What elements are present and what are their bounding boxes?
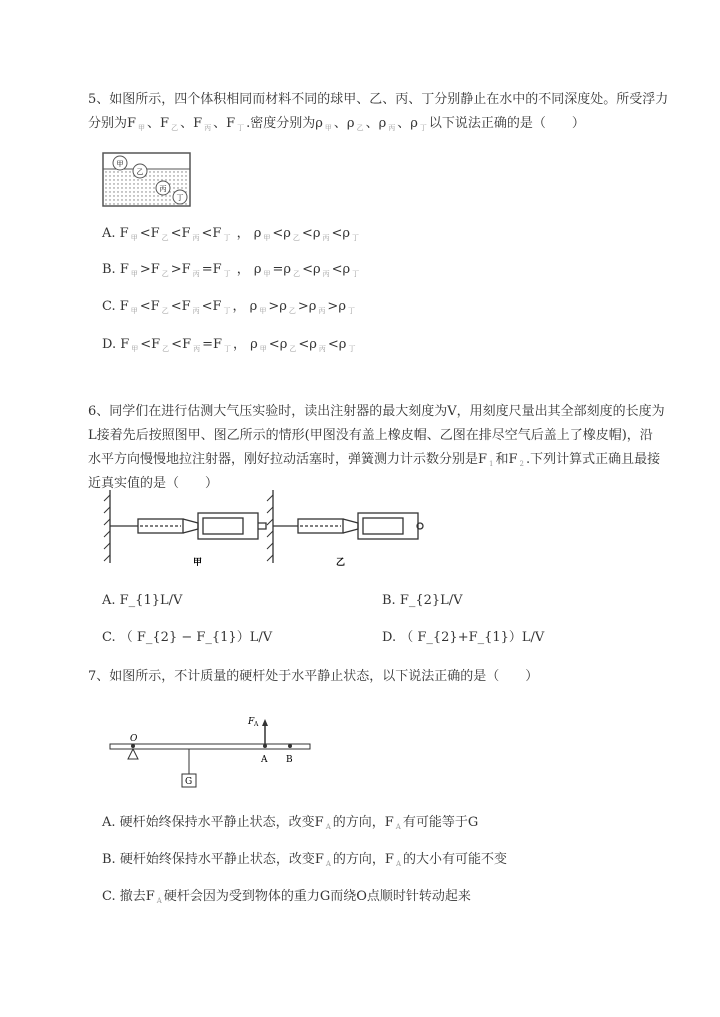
q7-option-b[interactable]: B. 硬杆始终保持水平静止状态，改变F $_A$ 的方向，F $_A$ 的大小有可能不变 <box>102 852 508 868</box>
q5-option-b[interactable]: B. F $_甲$ >F $_乙$ >F $_丙$ =F $_丁$ ， ρ $_甲$ =ρ $_乙$ <ρ $_丙$ <ρ $_丁$ <box>102 262 360 278</box>
ball-label: 丁 <box>176 194 184 202</box>
figure-label-jia: 甲 <box>193 558 203 568</box>
subscript: 甲 <box>263 270 271 278</box>
subscript: A <box>156 897 162 905</box>
q6-stem-line: L接着先后按照图甲、图乙所示的情形(甲图没有盖上橡皮帽、乙图在排尽空气后盖上了橡皮帽)，沿 <box>88 428 653 443</box>
subscript: 丁 <box>348 345 356 353</box>
subscript: 丁 <box>237 124 245 132</box>
q5-option-a[interactable]: A. F $_甲$ <F $_乙$ <F $_丙$ <F $_丁$ ， ρ $_甲$ <ρ $_乙$ <ρ $_丙$ <ρ $_丁$ <box>102 226 360 242</box>
q6-option-d[interactable]: D. （ F_{2}+F_{1}）L/V <box>382 630 545 645</box>
subscript: 丁 <box>347 307 355 315</box>
subscript: A <box>325 860 331 868</box>
subscript: 乙 <box>289 345 297 353</box>
subscript: A <box>395 860 401 868</box>
ball-label: 甲 <box>116 160 124 168</box>
label-fa: F <box>248 717 255 727</box>
subscript: 丙 <box>192 234 200 242</box>
subscript: 丙 <box>322 270 330 278</box>
subscript: 乙 <box>356 124 364 132</box>
label-o: O <box>130 734 138 744</box>
subscript: 丙 <box>204 124 212 132</box>
subscript: 丁 <box>223 270 231 278</box>
subscript: 丙 <box>192 270 200 278</box>
subscript: A <box>395 823 401 831</box>
q5-stem-line: 分别为F $_甲$ 、F $_乙$ 、F $_丙$ 、F $_丁$ .密度分别为ρ $_甲$ 、ρ $_乙$ 、ρ $_丙$ 、ρ $_丁$ 以下说法正确的是（ ） <box>88 116 585 132</box>
q6-option-a[interactable]: A. F_{1}L/V <box>102 593 183 608</box>
subscript: 乙 <box>293 270 301 278</box>
subscript: 甲 <box>130 307 138 315</box>
subscript: 乙 <box>161 234 169 242</box>
label-b: B <box>286 755 293 765</box>
subscript: 丙 <box>388 124 396 132</box>
q7-option-a[interactable]: A. 硬杆始终保持水平静止状态，改变F $_A$ 的方向，F $_A$ 有可能等于G <box>102 815 479 831</box>
subscript: 1 <box>489 460 494 468</box>
q6-stem-line: 近真实值的是（ ） <box>88 476 219 491</box>
figure-label-yi: 乙 <box>336 558 346 568</box>
subscript: 乙 <box>288 307 296 315</box>
label-g: G <box>185 777 193 787</box>
subscript: 乙 <box>171 124 179 132</box>
subscript: 甲 <box>131 345 139 353</box>
q6-stem-line: 水平方向慢慢地拉注射器，刚好拉动活塞时，弹簧测力计示数分别是F $_1$ 和F $_2$ .下列计算式正确且最接 <box>88 452 661 468</box>
q7-option-c[interactable]: C. 撤去F $_A$ 硬杆会因为受到物体的重力G而绕O点顺时针转动起来 <box>102 889 471 905</box>
q6-option-b[interactable]: B. F_{2}L/V <box>382 593 463 608</box>
subscript: 丁 <box>223 307 231 315</box>
subscript: 甲 <box>263 234 271 242</box>
subscript: 甲 <box>130 234 138 242</box>
subscript: 丁 <box>419 124 427 132</box>
q5-figure-balls-in-water <box>100 150 195 210</box>
q6-figure-syringe-experiment <box>98 485 428 570</box>
subscript: 甲 <box>259 307 267 315</box>
subscript: 乙 <box>162 345 170 353</box>
q5-option-c[interactable]: C. F $_甲$ <F $_乙$ <F $_丙$ <F $_丁$ ， ρ $_甲$ >ρ $_乙$ >ρ $_丙$ >ρ $_丁$ <box>102 299 355 315</box>
q5-option-d[interactable]: D. F $_甲$ <F $_乙$ <F $_丙$ =F $_丁$ ， ρ $_甲$ <ρ $_乙$ <ρ $_丙$ <ρ $_丁$ <box>102 337 356 353</box>
subscript: 甲 <box>130 270 138 278</box>
q7-figure-lever <box>105 712 315 792</box>
label-fa-sub: A <box>254 721 259 728</box>
subscript: 乙 <box>161 307 169 315</box>
ball-label: 乙 <box>136 168 144 176</box>
label-a: A <box>261 755 268 765</box>
subscript: 甲 <box>259 345 267 353</box>
ball-label: 丙 <box>159 185 167 193</box>
q6-stem-line: 6、同学们在进行估测大气压实验时，读出注射器的最大刻度为V，用刻度尺量出其全部刻度的长度为 <box>88 404 665 419</box>
q5-stem-line: 5、如图所示，四个体积相同而材料不同的球甲、乙、丙、丁分别静止在水中的不同深度处。所受浮力 <box>88 92 669 107</box>
q7-stem-line: 7、如图所示，不计质量的硬杆处于水平静止状态，以下说法正确的是（ ） <box>88 669 539 684</box>
subscript: 丙 <box>322 234 330 242</box>
subscript: 丙 <box>318 307 326 315</box>
subscript: 乙 <box>292 234 300 242</box>
subscript: 丁 <box>352 270 360 278</box>
subscript: A <box>325 823 331 831</box>
subscript: 丙 <box>193 345 201 353</box>
subscript: 丙 <box>318 345 326 353</box>
subscript: 2 <box>519 460 524 468</box>
subscript: 丁 <box>223 234 231 242</box>
subscript: 丙 <box>192 307 200 315</box>
subscript: 甲 <box>324 124 332 132</box>
subscript: 丁 <box>224 345 232 353</box>
subscript: 甲 <box>138 124 146 132</box>
subscript: 丁 <box>352 234 360 242</box>
subscript: 乙 <box>161 270 169 278</box>
q6-option-c[interactable]: C. （ F_{2} − F_{1}）L/V <box>102 630 273 645</box>
